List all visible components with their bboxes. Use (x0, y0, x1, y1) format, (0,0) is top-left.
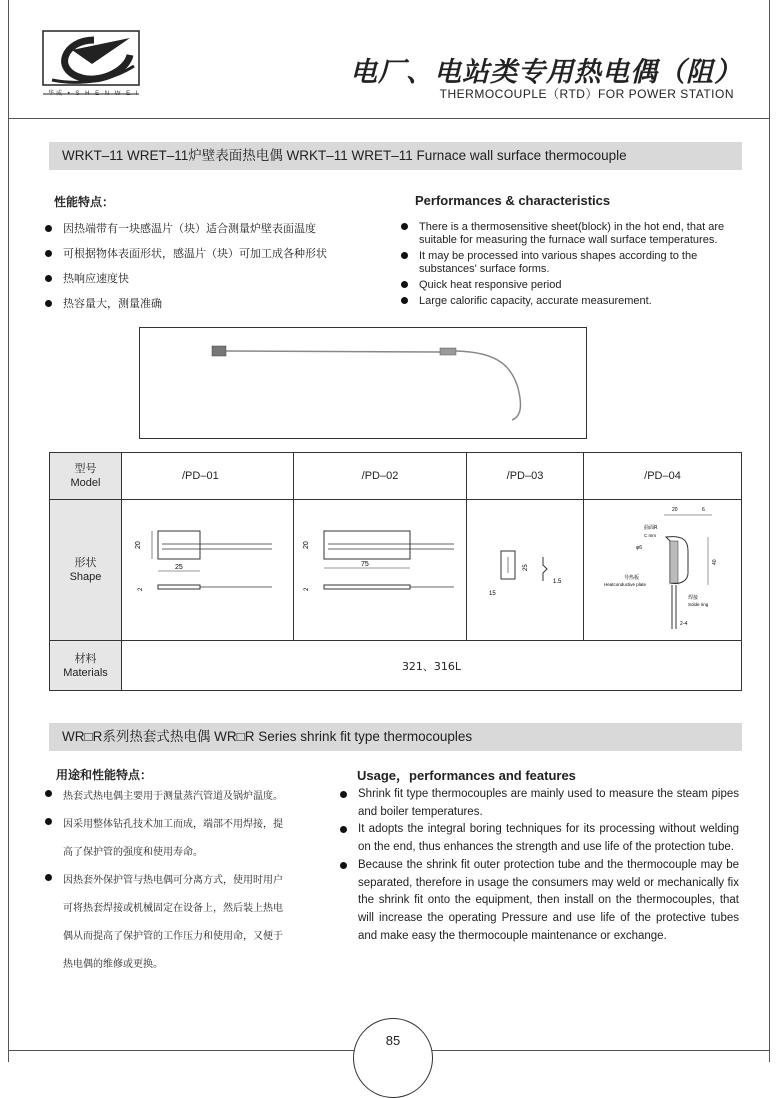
list-item: 热容量大，测量准确 (45, 295, 385, 320)
section1-features-cn (45, 220, 385, 320)
pd02-drawing (294, 501, 465, 640)
shape-pd04 (584, 500, 742, 641)
page-title-en: THERMOCOUPLE（RTD）FOR POWER STATION (439, 87, 734, 101)
dim-label: 20 (135, 540, 142, 549)
list-item: 因热套外保护管与热电偶可分离方式，使用时用户 (45, 871, 345, 899)
dim-label: 2-4 (680, 620, 688, 627)
dim-label: 曲面R (644, 524, 658, 531)
dim-label: 2 (138, 587, 144, 591)
pd03-drawing (467, 501, 582, 640)
materials-label: 材料 Materials (50, 641, 122, 691)
model-pd04: /PD–04 (584, 453, 742, 500)
page-number-badge (353, 1018, 433, 1098)
table-row (50, 641, 742, 691)
pd01-drawing (122, 501, 292, 640)
model-pd02: /PD–02 (294, 453, 467, 500)
section1-heading-cn: 性能特点： (54, 195, 115, 209)
logo-caption: 华威 • S H E N W E I (48, 91, 140, 97)
dim-label: 25 (175, 563, 183, 571)
dim-label: 导热板 (624, 574, 640, 581)
model-pd03: /PD–03 (467, 453, 584, 500)
dim-label: 20 (303, 540, 310, 549)
dim-label: Heatconductive plate (604, 581, 647, 587)
list-item: 热套式热电偶主要用于测量蒸汽管道及锅炉温度。 (45, 787, 345, 815)
page-number: 85 (385, 1033, 401, 1048)
dim-label: 15 (489, 590, 496, 597)
shape-pd02 (294, 500, 467, 641)
list-item: 因热端带有一块感温片（块）适合测量炉壁表面温度 (45, 220, 385, 245)
dim-label: C mm (644, 532, 656, 538)
dim-label: 6 (702, 506, 705, 513)
list-item: 可将热套焊接或机械固定在设备上，然后装上热电 (63, 903, 283, 914)
section1-title-band: WRKT–11 WRET–11炉壁表面热电偶 WRKT–11 WRET–11 Furnace wall surface thermocouple (49, 142, 742, 170)
dim-label: 75 (361, 560, 369, 568)
section2-heading-en: Usage，performances and features (357, 768, 576, 783)
list-item: Because the shrink fit outer protection tube and the thermocouple may be separated, therefore in usage the consumers may weld or mechanically fix the shrink fit onto the equipment, then install on the thermocouples, that will increase the operating Pressure and use life of the protective tubes and make easy the thermocouple maintenance or exchange. (340, 857, 739, 946)
section1-features-en (401, 221, 741, 308)
section2-title-band: WR□R系列热套式热电偶 WR□R Series shrink fit type thermocouples (49, 723, 742, 751)
pd04-drawing (584, 501, 740, 640)
section2-features-en (340, 786, 739, 945)
list-item: Quick heat responsive period (401, 279, 741, 292)
shape-pd03 (467, 500, 584, 641)
list-item: Shrink fit type thermocouples are mainly used to measure the steam pipes and boiler temperatures. (340, 786, 739, 821)
header-divider (8, 118, 770, 119)
dim-label: 25 (523, 563, 529, 571)
dim-label: 20 (672, 506, 678, 513)
section2-heading-cn: 用途和性能特点： (56, 768, 153, 782)
shape-pd01 (122, 500, 294, 641)
list-item: Large calorific capacity, accurate measurement. (401, 295, 741, 308)
page-title-cn: 电厂、电站类专用热电偶（阻） (350, 57, 742, 88)
model-label: 型号 Model (50, 453, 122, 500)
list-item: It may be processed into various shapes according to the substances' surface forms. (401, 250, 741, 276)
model-pd01: /PD–01 (122, 453, 294, 500)
list-item: 因采用整体钻孔技术加工而成，端部不用焊接，提 (45, 815, 345, 843)
shape-label: 形状 Shape (50, 500, 122, 641)
spec-table (49, 452, 742, 691)
dim-label: 焊接 (688, 594, 699, 601)
list-item: 可根据物体表面形状，感温片（块）可加工成各种形状 (45, 245, 385, 270)
dim-label: Solde ring (688, 601, 709, 607)
list-item: 热响应速度快 (45, 270, 385, 295)
table-row (50, 453, 742, 500)
product-photo (139, 327, 587, 439)
list-item: There is a thermosensitive sheet(block) in the hot end, that are suitable for measuring the furnace wall surface temperatures. (401, 221, 741, 247)
dim-label: φ6 (636, 544, 643, 551)
table-row (50, 500, 742, 641)
section2-features-cn (45, 787, 345, 983)
list-item: It adopts the integral boring techniques for its processing without welding on the end, thus enhances the strength and use life of the protection tube. (340, 821, 739, 856)
thermocouple-illustration (140, 328, 586, 438)
section1-heading-en: Performances & characteristics (415, 193, 611, 208)
dim-label: 1.5 (553, 578, 562, 585)
list-item: 偶从而提高了保护管的工作压力和使用命，又便于 (63, 931, 283, 942)
materials-value: 321、316L (122, 641, 742, 691)
dim-label: 40 (712, 558, 718, 565)
list-item: 热电偶的维修或更换。 (63, 959, 163, 970)
dim-label: 2 (304, 587, 310, 591)
list-item: 高了保护管的强度和使用寿命。 (63, 847, 203, 858)
